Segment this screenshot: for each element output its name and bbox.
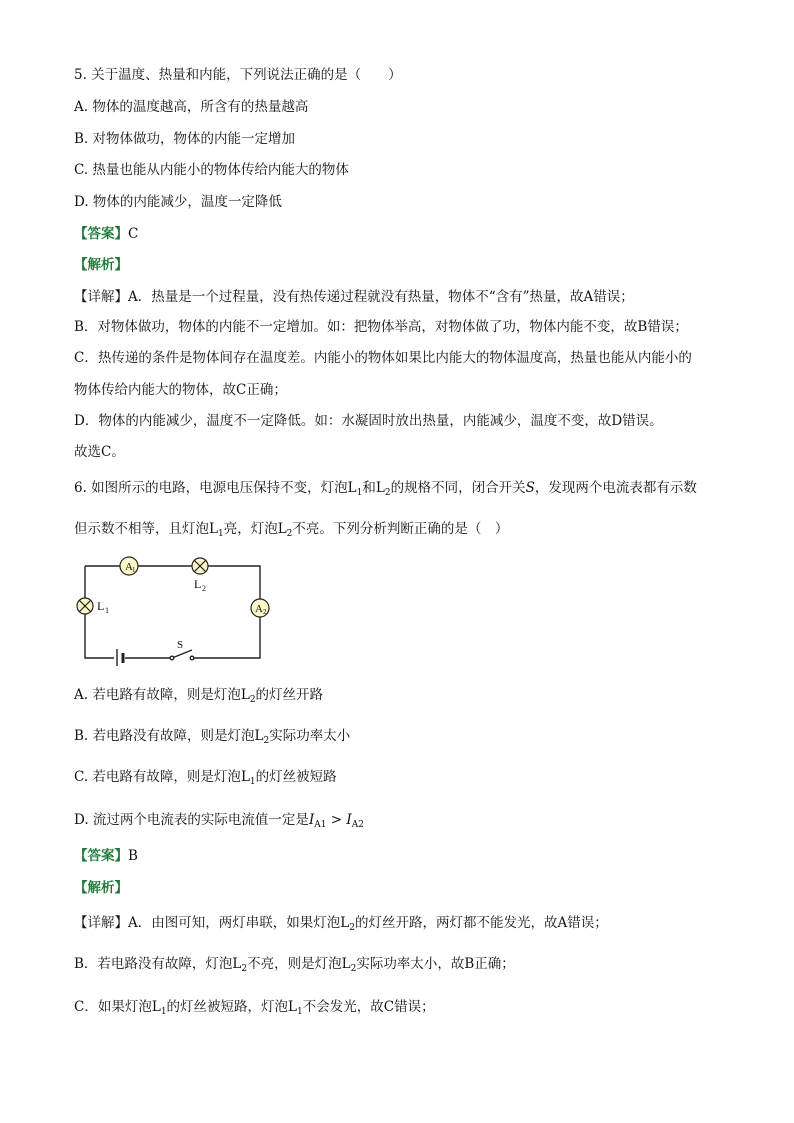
lamp-l2-label: $L_2$ bbox=[340, 915, 355, 933]
lamp-l1-label: $L_1$ bbox=[288, 999, 303, 1017]
q5-option-d: D. 物体的内能减少，温度一定降低 bbox=[74, 194, 282, 210]
svg-text:1: 1 bbox=[132, 566, 136, 574]
wire bbox=[208, 566, 260, 600]
lamp-l1-label: $L_1$ bbox=[347, 480, 363, 498]
battery-icon bbox=[117, 649, 123, 666]
q6-option-b: B. 若电路没有故障，则是灯泡$L_2$实际功率太小 bbox=[74, 728, 351, 746]
lamp-l1-label: $L_1$ bbox=[209, 521, 224, 539]
lamp-l2-label: $L_2$ bbox=[232, 956, 248, 974]
q6-option-c: C. 若电路有故障，则是灯泡$L_1$的灯丝被短路 bbox=[74, 769, 337, 787]
svg-text:2: 2 bbox=[202, 584, 206, 593]
q6-answer: B bbox=[128, 848, 138, 864]
detail-tag: 【详解】 bbox=[74, 289, 128, 305]
q5-answer: C bbox=[128, 226, 139, 242]
q5-stem: 5. 关于温度、热量和内能，下列说法正确的是（ ） bbox=[74, 67, 402, 83]
svg-text:A: A bbox=[255, 603, 263, 615]
wire bbox=[192, 616, 260, 658]
answer-tag: 【答案】 bbox=[74, 226, 128, 242]
ammeter-a1-icon bbox=[120, 557, 138, 575]
q5-detail-a bbox=[74, 288, 634, 306]
q6-stem-text: 6. 如图所示的电路，电源电压保持不变，灯泡 bbox=[74, 480, 348, 496]
lamp-l2-diagram-label: L bbox=[194, 577, 202, 591]
q6-detail-c: C．如果灯泡$L_1$的灯丝被短路，灯泡$L_1$不会发光，故C错误； bbox=[74, 999, 435, 1017]
lamp-l1-label: $L_1$ bbox=[151, 999, 167, 1017]
q6-stem-text: 亮，灯泡 bbox=[223, 521, 278, 537]
svg-text:1: 1 bbox=[105, 606, 109, 615]
lamp-l1-icon bbox=[77, 598, 93, 614]
q6-answer-line bbox=[74, 847, 138, 865]
analysis-tag: 【解析】 bbox=[74, 880, 128, 896]
q5-detail-c2: 物体传给内能大的物体，故C正确； bbox=[74, 382, 287, 398]
analysis-tag: 【解析】 bbox=[74, 257, 128, 273]
lamp-l2-label: $L_2$ bbox=[277, 521, 293, 539]
lamp-l2-label: $L_2$ bbox=[341, 956, 357, 974]
q6-stem-line1 bbox=[74, 479, 697, 502]
lamp-l1-label: $L_1$ bbox=[240, 769, 256, 787]
detail-tag: 【详解】 bbox=[74, 915, 128, 931]
lamp-l2-label: $L_2$ bbox=[254, 728, 270, 746]
q5-conclusion: 故选C。 bbox=[74, 444, 125, 460]
q6-detail-b: B．若电路没有故障，灯泡$L_2$不亮，则是灯泡$L_2$实际功率太小，故B正确； bbox=[74, 956, 515, 974]
q6-stem-text: 和 bbox=[362, 480, 376, 496]
q5-analysis-line bbox=[74, 256, 128, 274]
lamp-l2-icon bbox=[192, 558, 208, 574]
q5-detail-a-text: A．热量是一个过程量，没有热传递过程就没有热量，物体不“含有”热量，故A错误； bbox=[128, 289, 634, 305]
q5-option-c: C. 热量也能从内能小的物体传给内能大的物体 bbox=[74, 162, 349, 178]
q6-stem-text: 但示数不相等，且灯泡 bbox=[74, 521, 209, 537]
svg-text:A: A bbox=[125, 561, 133, 573]
q6-option-d: D. 流过两个电流表的实际电流值一定是$I_{A1} > I_{A2}$ bbox=[74, 812, 364, 830]
current-ia2: I bbox=[346, 812, 352, 828]
ammeter-a2-icon bbox=[251, 599, 269, 617]
lamp-l2-label: $L_2$ bbox=[375, 480, 391, 498]
q5-detail-c1: C．热传递的条件是物体间存在温度差。内能小的物体如果比内能大的物体温度高，热量也能从内能小的 bbox=[74, 350, 692, 366]
switch-diagram-label: S bbox=[177, 639, 184, 651]
q5-option-b: B. 对物体做功，物体的内能一定增加 bbox=[74, 131, 296, 147]
switch-icon bbox=[170, 650, 194, 660]
current-ia1: I bbox=[308, 812, 315, 828]
q6-option-a: A. 若电路有故障，则是灯泡$L_2$的灯丝开路 bbox=[74, 687, 324, 705]
q6-stem-text: ，发现两个电流表都有示数 bbox=[534, 480, 697, 496]
q5-detail-d: D．物体的内能减少，温度不一定降低。如：水凝固时放出热量，内能减少，温度不变，故D错误。 bbox=[74, 413, 663, 429]
q6-analysis-line bbox=[74, 879, 128, 897]
switch-symbol: S bbox=[525, 480, 535, 496]
circuit-diagram bbox=[70, 548, 280, 666]
svg-text:2: 2 bbox=[263, 608, 267, 616]
q6-stem-text: 不亮。下列分析判断正确的是（ ） bbox=[292, 521, 509, 537]
wire bbox=[85, 614, 114, 658]
q5-detail-b: B．对物体做功，物体的内能不一定增加。如：把物体举高，对物体做了功，物体内能不变，故B错误； bbox=[74, 319, 688, 335]
lamp-l1-diagram-label: L bbox=[97, 599, 105, 613]
lamp-l2-label: $L_2$ bbox=[240, 687, 256, 705]
q6-detail-a: 【详解】A．由图可知，两灯串联，如果灯泡$L_2$的灯丝开路，两灯都不能发光，故A错误； bbox=[74, 915, 608, 933]
q6-stem-text: 的规格不同，闭合开关 bbox=[390, 480, 526, 496]
q5-answer-line bbox=[74, 225, 138, 243]
q5-option-a: A. 物体的温度越高，所含有的热量越高 bbox=[74, 99, 309, 115]
q6-stem-line2 bbox=[74, 520, 508, 543]
answer-tag: 【答案】 bbox=[74, 848, 128, 864]
